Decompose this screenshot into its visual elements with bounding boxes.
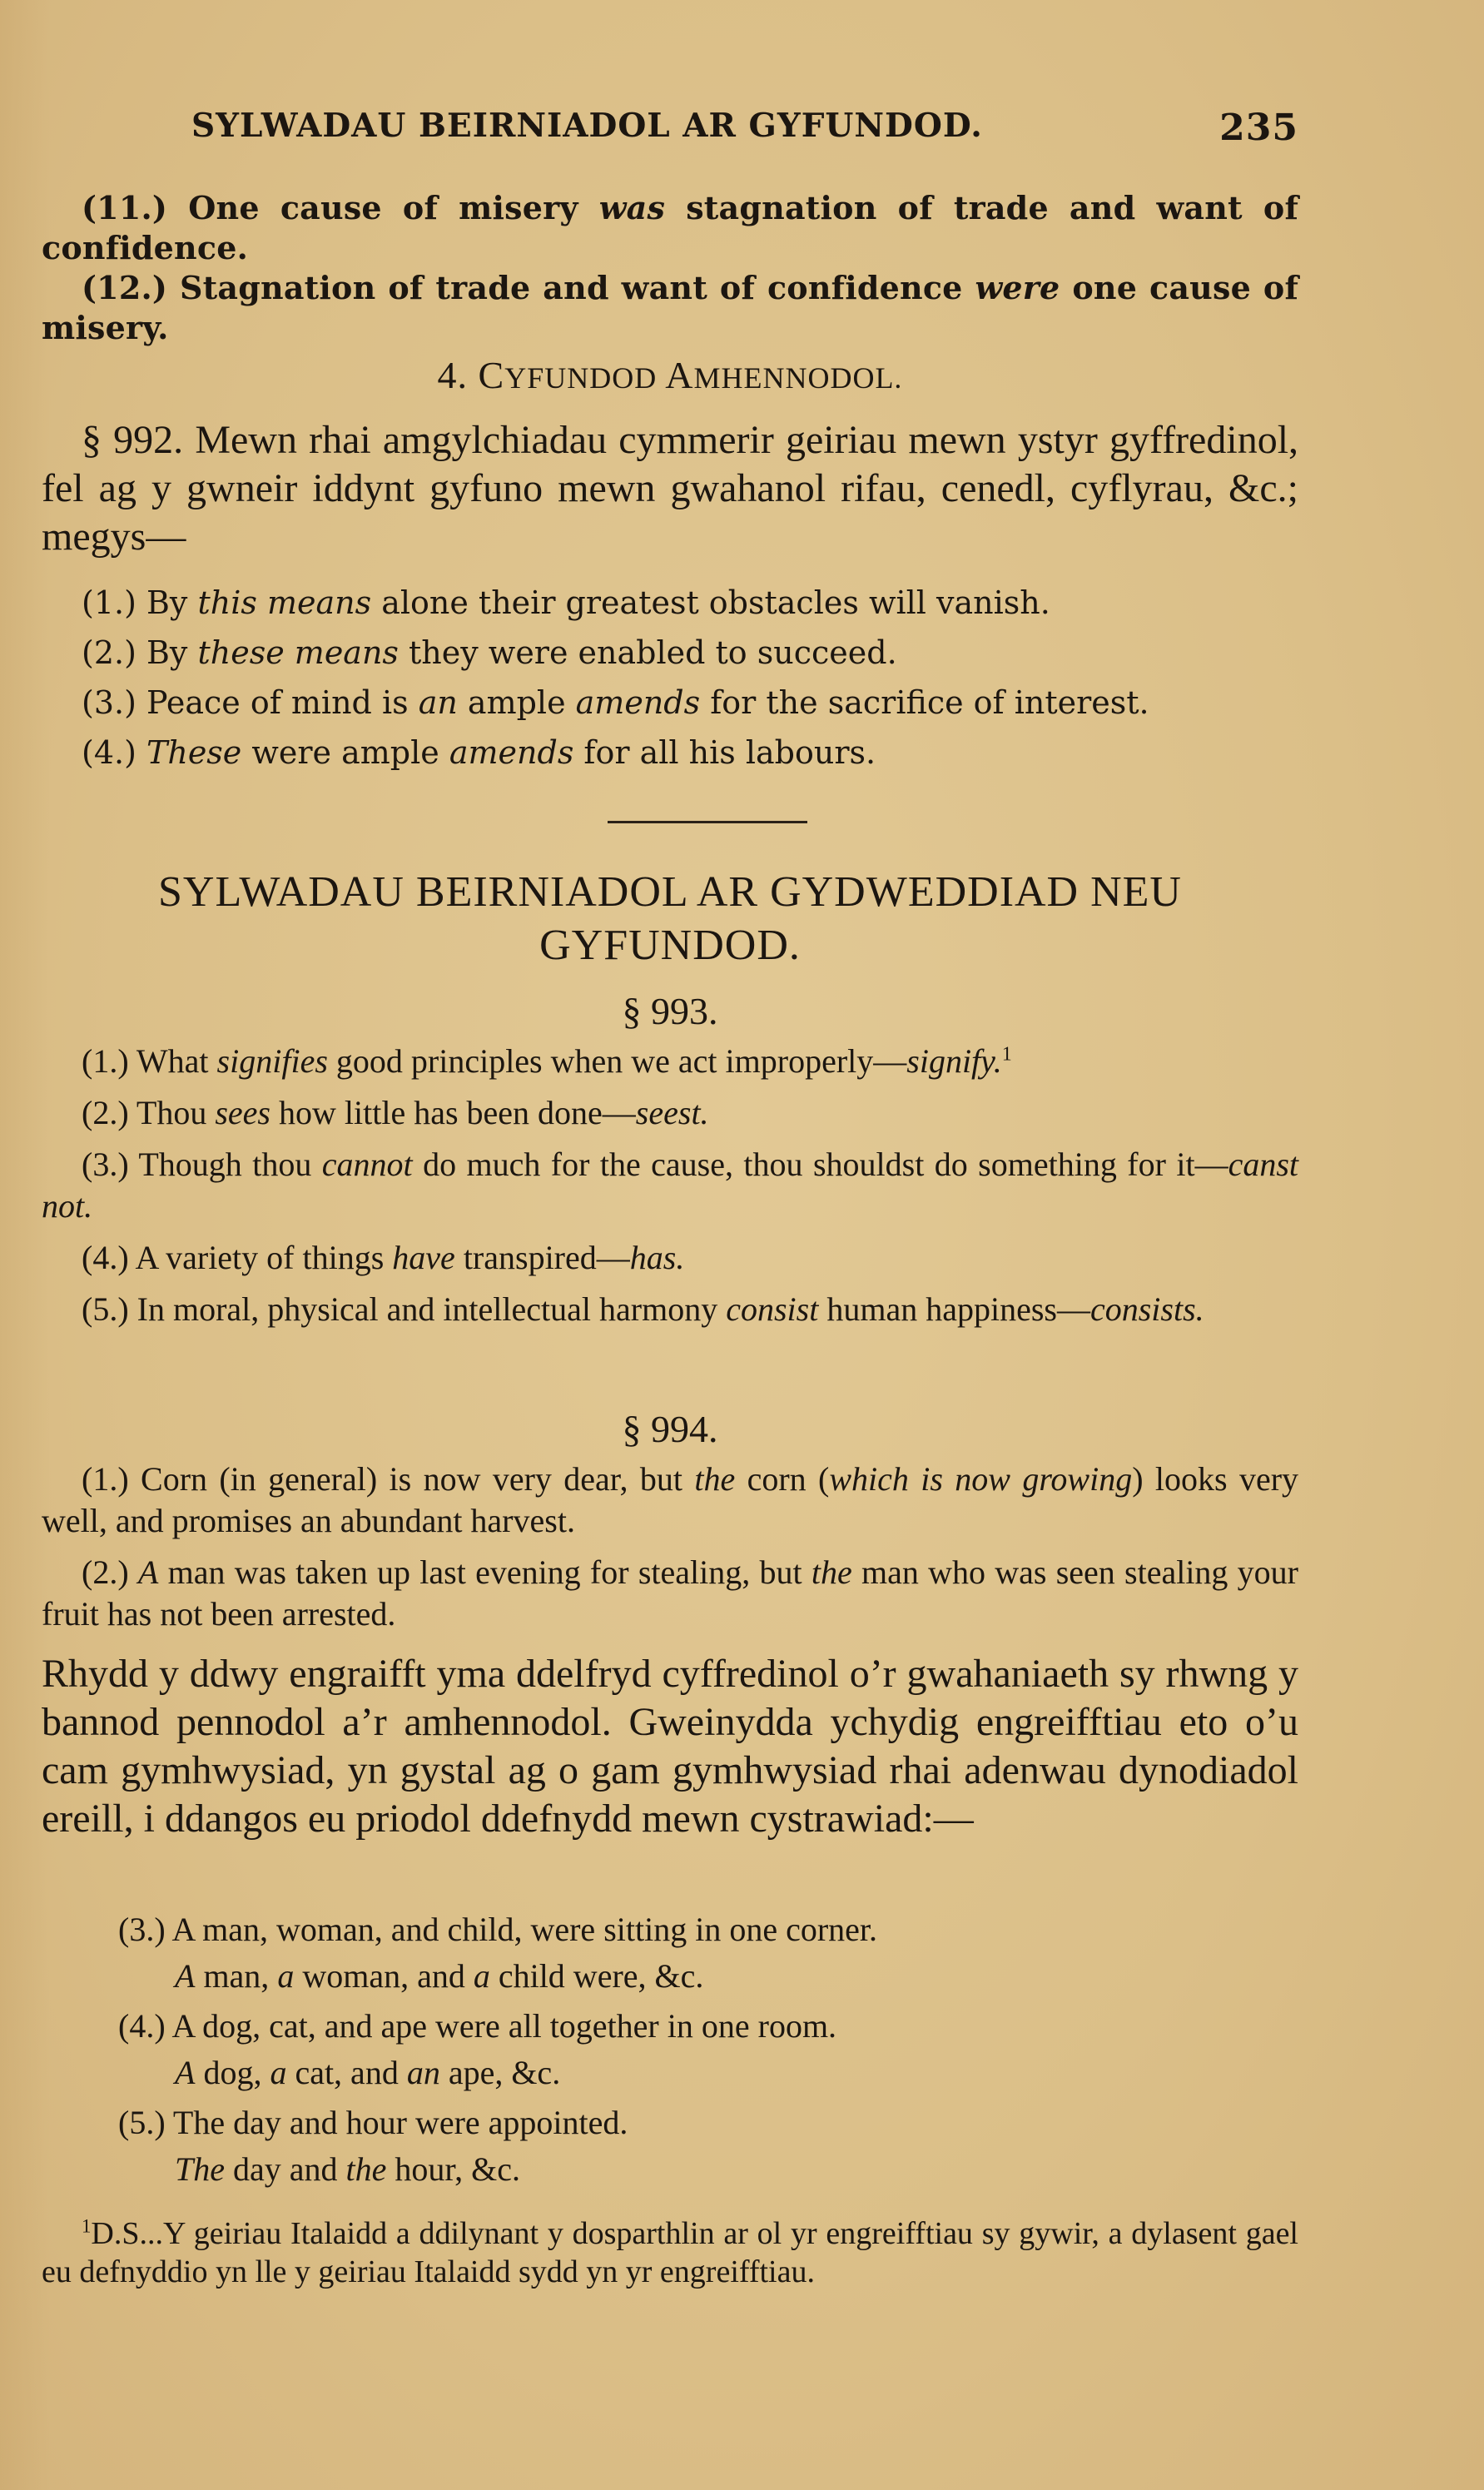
example-number: (2.) bbox=[82, 1094, 136, 1131]
example-italic: a bbox=[473, 1957, 490, 1995]
example-text: they were enabled to succeed. bbox=[398, 634, 897, 671]
examples-994 bbox=[42, 1459, 1298, 1645]
example-italic: canst not. bbox=[42, 1146, 1299, 1225]
example-italic: amends bbox=[575, 684, 701, 721]
example-text: day and bbox=[225, 2150, 346, 2188]
footnote bbox=[42, 2214, 1298, 2291]
example-text: ) looks very well, and promises an abundant harvest. bbox=[42, 1460, 1299, 1539]
example-text: Peace of mind is bbox=[146, 684, 419, 721]
example-number: (12.) bbox=[82, 269, 168, 306]
example-number: (5.) bbox=[82, 1290, 137, 1328]
example-number: (4.) bbox=[82, 734, 146, 771]
example-text: By bbox=[146, 584, 198, 621]
section-994-mark: § 994. bbox=[622, 1408, 718, 1450]
example-text: One cause of misery bbox=[188, 189, 599, 226]
example-italic: has. bbox=[629, 1239, 685, 1276]
example-text: were ample bbox=[241, 734, 449, 771]
page-number: 235 bbox=[1219, 107, 1298, 149]
example-number: (3.) bbox=[82, 1146, 139, 1183]
example-italic: the bbox=[345, 2150, 387, 2188]
example-number: (3.) bbox=[82, 684, 146, 721]
example-italic: consist bbox=[726, 1290, 819, 1328]
example-text: man who was seen stealing your fruit has not been arrested. bbox=[42, 1553, 1298, 1633]
section-heading-cap: A bbox=[665, 354, 694, 396]
example-text: stagnation of trade and want of confidence. bbox=[42, 189, 1298, 266]
example-text: human happiness— bbox=[818, 1290, 1090, 1328]
examples-992 bbox=[42, 578, 1298, 778]
footnote-marker: 1 bbox=[82, 2215, 92, 2237]
example-item bbox=[42, 1144, 1298, 1227]
example-italic: seest. bbox=[635, 1094, 709, 1131]
example-text: how little has been done— bbox=[270, 1094, 636, 1131]
example-italic: a bbox=[270, 2054, 287, 2091]
main-heading-line-1: SYLWADAU BEIRNIADOL AR GYDWEDDIAD NEU bbox=[158, 868, 1182, 916]
example-italic: which is now growing bbox=[829, 1460, 1133, 1498]
example-number: (4.) bbox=[82, 1239, 136, 1276]
article-example-wrong bbox=[42, 2003, 1298, 2050]
example-number: (1.) bbox=[82, 1460, 141, 1498]
example-item bbox=[42, 1552, 1298, 1635]
example-text: transpired— bbox=[454, 1239, 630, 1276]
example-text: one cause of misery. bbox=[42, 269, 1299, 346]
example-italic: signifies bbox=[216, 1042, 328, 1080]
article-example-corrected bbox=[42, 2050, 1298, 2096]
example-text: ample bbox=[457, 684, 576, 721]
example-italic: were bbox=[975, 269, 1060, 306]
paragraph-text: Mewn rhai amgylchiadau cymmerir geiriau mewn ystyr gyffredinol, fel ag y gwneir iddynt gyfuno mewn gwahanol rifau, cenedl, cyflyrau, &c.; megys— bbox=[42, 418, 1299, 559]
example-italic: amends bbox=[449, 734, 574, 771]
article-examples bbox=[42, 1906, 1298, 2196]
example-text: The day and hour were appointed. bbox=[172, 2104, 628, 2141]
example-text: cat, and bbox=[286, 2054, 407, 2091]
section-heading-smallcaps: YFUNDOD bbox=[504, 361, 658, 395]
carryover-example-12 bbox=[42, 268, 1298, 348]
example-text: Thou bbox=[136, 1094, 216, 1131]
example-item bbox=[42, 1289, 1298, 1330]
example-text: hour, &c. bbox=[386, 2150, 520, 2188]
example-item bbox=[42, 1092, 1298, 1134]
example-italic: A bbox=[175, 1957, 196, 1995]
example-number: (5.) bbox=[118, 2104, 173, 2141]
example-text: What bbox=[136, 1042, 217, 1080]
section-heading-smallcaps: MHENNODOL. bbox=[693, 361, 903, 395]
paragraph-992 bbox=[42, 416, 1298, 561]
example-text: alone their greatest obstacles will vanish. bbox=[371, 584, 1050, 621]
footnote-text: D.S...Y geiriau Italaidd a ddilynant y dosparthlin ar ol yr engreifftiau sy gywir, a dylasent gael eu defnyddio yn lle y geiriau Italaidd sydd yn yr engreifftiau. bbox=[42, 2216, 1298, 2289]
example-text: man, bbox=[195, 1957, 278, 1995]
example-italic: These bbox=[146, 734, 242, 771]
example-number: (4.) bbox=[118, 2007, 172, 2045]
example-italic: A bbox=[137, 1553, 159, 1591]
example-italic: The bbox=[175, 2150, 225, 2188]
example-text: child were, &c. bbox=[489, 1957, 704, 1995]
example-text: Though thou bbox=[138, 1146, 322, 1183]
section-heading-cap: C bbox=[478, 354, 505, 396]
divider-rule bbox=[608, 821, 807, 823]
example-italic: was bbox=[598, 189, 666, 226]
example-item bbox=[42, 578, 1298, 628]
example-number: (2.) bbox=[82, 634, 146, 671]
example-number: (3.) bbox=[118, 1911, 172, 1948]
example-italic: cannot bbox=[321, 1146, 413, 1183]
example-text: Corn (in general) is now very dear, but bbox=[141, 1460, 695, 1498]
example-number: (11.) bbox=[82, 189, 168, 226]
example-text: woman, and bbox=[294, 1957, 474, 1995]
example-italic: a bbox=[277, 1957, 295, 1995]
examples-993 bbox=[42, 1041, 1298, 1340]
example-item bbox=[42, 728, 1298, 778]
example-number: (2.) bbox=[82, 1553, 138, 1591]
example-text: for all his labours. bbox=[573, 734, 876, 771]
example-item bbox=[42, 678, 1298, 728]
example-item bbox=[42, 1041, 1298, 1082]
example-text: In moral, physical and intellectual harmony bbox=[136, 1290, 727, 1328]
example-italic: the bbox=[811, 1553, 852, 1591]
example-number: (1.) bbox=[82, 584, 146, 621]
main-heading bbox=[42, 866, 1298, 972]
example-italic: these means bbox=[197, 634, 399, 671]
section-heading-cyfundod-amhennodol bbox=[42, 353, 1298, 397]
example-text: ape, &c. bbox=[439, 2054, 561, 2091]
example-text: do much for the cause, thou shouldst do something for it— bbox=[412, 1146, 1228, 1183]
section-993-mark: § 993. bbox=[622, 990, 718, 1032]
example-text: good principles when we act improperly— bbox=[327, 1042, 907, 1080]
article-example-wrong bbox=[42, 1906, 1298, 1953]
example-italic: signify. bbox=[906, 1042, 1002, 1080]
carryover-example-11 bbox=[42, 188, 1298, 268]
example-italic: have bbox=[392, 1239, 455, 1276]
example-text: A variety of things bbox=[135, 1239, 393, 1276]
running-head bbox=[191, 107, 1298, 149]
article-example-wrong bbox=[42, 2100, 1298, 2146]
example-italic: sees bbox=[215, 1094, 270, 1131]
example-text: man was taken up last evening for stealing, but bbox=[158, 1553, 811, 1591]
section-number: 4. bbox=[437, 354, 469, 396]
example-italic: A bbox=[175, 2054, 196, 2091]
article-example-corrected bbox=[42, 1953, 1298, 2000]
example-text: A dog, cat, and ape were all together in one room. bbox=[171, 2007, 837, 2045]
example-text: A man, woman, and child, were sitting in one corner. bbox=[171, 1911, 878, 1948]
example-text: for the sacrifice of interest. bbox=[700, 684, 1149, 721]
example-text: dog, bbox=[195, 2054, 270, 2091]
example-italic: an bbox=[418, 684, 458, 721]
article-example-corrected bbox=[42, 2146, 1298, 2193]
example-number: (1.) bbox=[82, 1042, 136, 1080]
example-item bbox=[42, 1237, 1298, 1279]
example-item bbox=[42, 628, 1298, 678]
running-head-title: SYLWADAU BEIRNIADOL AR GYFUNDOD. bbox=[191, 107, 983, 145]
example-text: By bbox=[146, 634, 198, 671]
section-mark: § 992. bbox=[82, 418, 184, 462]
example-italic: an bbox=[406, 2054, 440, 2091]
example-text: corn ( bbox=[735, 1460, 830, 1498]
example-italic: the bbox=[694, 1460, 736, 1498]
example-italic: this means bbox=[197, 584, 372, 621]
main-heading-line-2: GYFUNDOD. bbox=[539, 922, 801, 969]
example-item bbox=[42, 1459, 1298, 1542]
footnote-reference: 1 bbox=[1001, 1043, 1012, 1066]
example-text: Stagnation of trade and want of confidence bbox=[180, 269, 975, 306]
welsh-paragraph: Rhydd y ddwy engraifft yma ddelfryd cyffredinol o’r gwahaniaeth sy rhwng y bannod pennodol a’r amhennodol. Gweinydda ychydig engreifftiau eto o’u cam gymhwysiad, yn gystal ag o gam gymhwysiad rhai adenwau dynodiadol ereill, i ddangos eu priodol ddefnydd mewn cystrawiad:— bbox=[42, 1652, 1298, 1841]
example-italic: consists. bbox=[1089, 1290, 1204, 1328]
